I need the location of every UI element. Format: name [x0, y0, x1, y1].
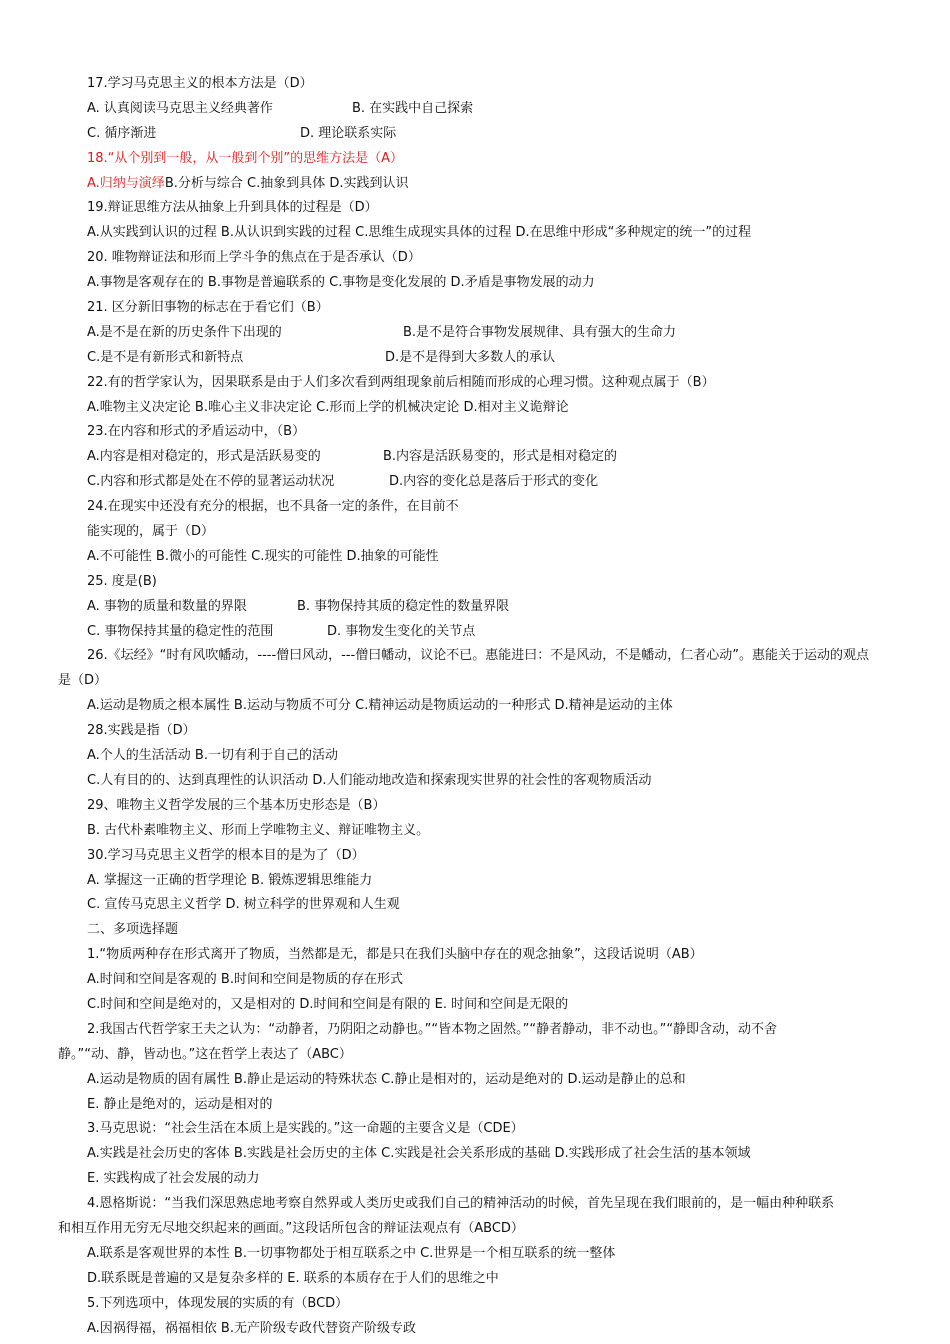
multi-question-1: 1.“物质两种存在形式离开了物质，当然都是无，都是只在我们头脑中存在的观念抽象”，这段话说明（AB） — [87, 947, 703, 963]
option-b: B.是不是符合事物发展规律、具有强大的生命力 — [403, 324, 677, 340]
question-24-cont: 能实现的，属于（D） — [87, 524, 215, 540]
question-18: 18.“从个别到一般，从一般到个别”的思维方法是（A） — [87, 150, 404, 166]
document-page — [0, 72, 950, 1341]
question-23: 23.在内容和形式的矛盾运动中，（B） — [87, 424, 306, 440]
option-d: D.是不是得到大多数人的承认 — [385, 349, 556, 365]
option-a: A.内容是相对稳定的，形式是活跃易变的 — [87, 449, 321, 465]
options-row: A.因祸得福，祸福相依 B.无产阶级专政代替资产阶级专政 — [87, 1320, 416, 1336]
options-row: A.运动是物质的固有属性 B.静止是运动的特殊状态 C.静止是相对的，运动是绝对的 D.运动是静止的总和 — [87, 1071, 686, 1087]
option-a: A.是不是在新的历史条件下出现的 — [87, 324, 282, 340]
options-row: B. 古代朴素唯物主义、形而上学唯物主义、辩证唯物主义。 — [87, 822, 430, 838]
question-30: 30.学习马克思主义哲学的根本目的是为了（D） — [87, 847, 365, 863]
question-19: 19.辩证思维方法从抽象上升到具体的过程是（D） — [87, 200, 378, 216]
options-row: C. 宣传马克思主义哲学 D. 树立科学的世界观和人生观 — [87, 897, 400, 913]
multi-question-2-cont: 静。”“动、静，皆动也。”这在哲学上表达了（ABC） — [58, 1046, 352, 1062]
option-d: D. 理论联系实际 — [300, 125, 397, 141]
multi-question-3: 3.马克思说：“社会生活在本质上是实践的。”这一命题的主要含义是（CDE） — [87, 1121, 524, 1137]
options-row — [0, 172, 950, 197]
question-26: 26.《坛经》“时有风吹幡动，----僧曰风动，---僧曰幡动，议论不已。惠能进曰：不是风动，不是幡动，仁者心动”。惠能关于运动的观点 — [87, 648, 869, 664]
options-row — [0, 346, 950, 371]
options-row — [0, 321, 950, 346]
options-row: A.从实践到认识的过程 B.从认识到实践的过程 C.思维生成现实具体的过程 D.在思维中形成“多种规定的统一”的过程 — [87, 225, 752, 241]
option-c: C.内容和形式都是处在不停的显著运动状况 — [87, 474, 335, 490]
options-row: A.个人的生活活动 B.一切有利于自己的活动 — [87, 748, 338, 764]
question-20: 20. 唯物辩证法和形而上学斗争的焦点在于是否承认（D） — [87, 250, 421, 266]
question-26-cont: 是（D） — [58, 673, 108, 689]
question-29: 29、唯物主义哲学发展的三个基本历史形态是（B） — [87, 797, 386, 813]
question-21: 21. 区分新旧事物的标志在于看它们（B） — [87, 300, 329, 316]
multi-question-2: 2.我国古代哲学家王夫之认为：“动静者，乃阴阳之动静也。”“皆本物之固然。”“静者静动，非不动也。”“静即含动，动不舍 — [87, 1021, 778, 1037]
option-b: B.内容是活跃易变的，形式是相对稳定的 — [383, 449, 618, 465]
options-row: C.人有目的的、达到真理性的认识活动 D.人们能动地改造和探索现实世界的社会性的客观物质活动 — [87, 772, 652, 788]
question-25: 25. 度是(B) — [87, 573, 157, 589]
option-b: B. 在实践中自己探索 — [352, 100, 474, 116]
options-row — [0, 595, 950, 620]
option-a: A. 事物的质量和数量的界限 — [87, 598, 247, 614]
section-heading: 二、多项选择题 — [87, 922, 179, 938]
options-row: A.时间和空间是客观的 B.时间和空间是物质的存在形式 — [87, 972, 403, 988]
multi-question-5: 5.下列选项中，体现发展的实质的有（BCD） — [87, 1295, 349, 1311]
options-row: A.实践是社会历史的客体 B.实践是社会历史的主体 C.实践是社会关系形成的基础 D.实践形成了社会生活的基本领域 — [87, 1146, 751, 1162]
option-d: D. 事物发生变化的关节点 — [327, 623, 476, 639]
option-c: C. 事物保持其量的稳定性的范围 — [87, 623, 274, 639]
option-a-highlighted: A.归纳与演绎 — [87, 175, 165, 191]
options-row — [0, 620, 950, 645]
options-row — [0, 470, 950, 495]
options-row: A. 掌握这一正确的哲学理论 B. 锻炼逻辑思维能力 — [87, 872, 373, 888]
options-row: A.唯物主义决定论 B.唯心主义非决定论 C.形而上学的机械决定论 D.相对主义诡辩论 — [87, 399, 569, 415]
options-row — [0, 97, 950, 122]
options-row: E. 实践构成了社会发展的动力 — [87, 1171, 260, 1187]
multi-question-4: 4.恩格斯说：“当我们深思熟虑地考察自然界或人类历史或我们自己的精神活动的时候，首先呈现在我们眼前的，是一幅由种种联系 — [87, 1196, 835, 1212]
option-a: A. 认真阅读马克思主义经典著作 — [87, 100, 273, 116]
multi-question-4-cont: 和相互作用无穷无尽地交织起来的画面。”这段话所包含的辩证法观点有（ABCD） — [58, 1220, 524, 1236]
question-22: 22.有的哲学家认为，因果联系是由于人们多次看到两组现象前后相随而形成的心理习惯。这种观点属于（B） — [87, 374, 715, 390]
option-c: C. 循序渐进 — [87, 125, 157, 141]
options-rest: B.分析与综合 C.抽象到具体 D.实践到认识 — [164, 175, 409, 191]
option-d: D.内容的变化总是落后于形式的变化 — [389, 474, 599, 490]
options-row: C.时间和空间是绝对的，又是相对的 D.时间和空间是有限的 E. 时间和空间是无限的 — [87, 996, 569, 1012]
options-row: A.联系是客观世界的本性 B.一切事物都处于相互联系之中 C.世界是一个相互联系的统一整体 — [87, 1245, 616, 1261]
question-17: 17.学习马克思主义的根本方法是（D） — [87, 76, 313, 91]
options-row: D.联系既是普遍的又是复杂多样的 E. 联系的本质存在于人们的思维之中 — [87, 1270, 499, 1286]
options-row — [0, 445, 950, 470]
options-row: A.运动是物质之根本属性 B.运动与物质不可分 C.精神运动是物质运动的一种形式 D.精神是运动的主体 — [87, 698, 673, 714]
options-row: E. 静止是绝对的，运动是相对的 — [87, 1096, 273, 1112]
question-24: 24.在现实中还没有充分的根据，也不具备一定的条件，在目前不 — [87, 499, 459, 515]
options-row — [0, 122, 950, 147]
question-28: 28.实践是指（D） — [87, 723, 196, 739]
option-c: C.是不是有新形式和新特点 — [87, 349, 244, 365]
options-row: A.事物是客观存在的 B.事物是普遍联系的 C.事物是变化发展的 D.矛盾是事物发展的动力 — [87, 275, 595, 291]
options-row: A.不可能性 B.微小的可能性 C.现实的可能性 D.抽象的可能性 — [87, 548, 439, 564]
option-b: B. 事物保持其质的稳定性的数量界限 — [297, 598, 510, 614]
